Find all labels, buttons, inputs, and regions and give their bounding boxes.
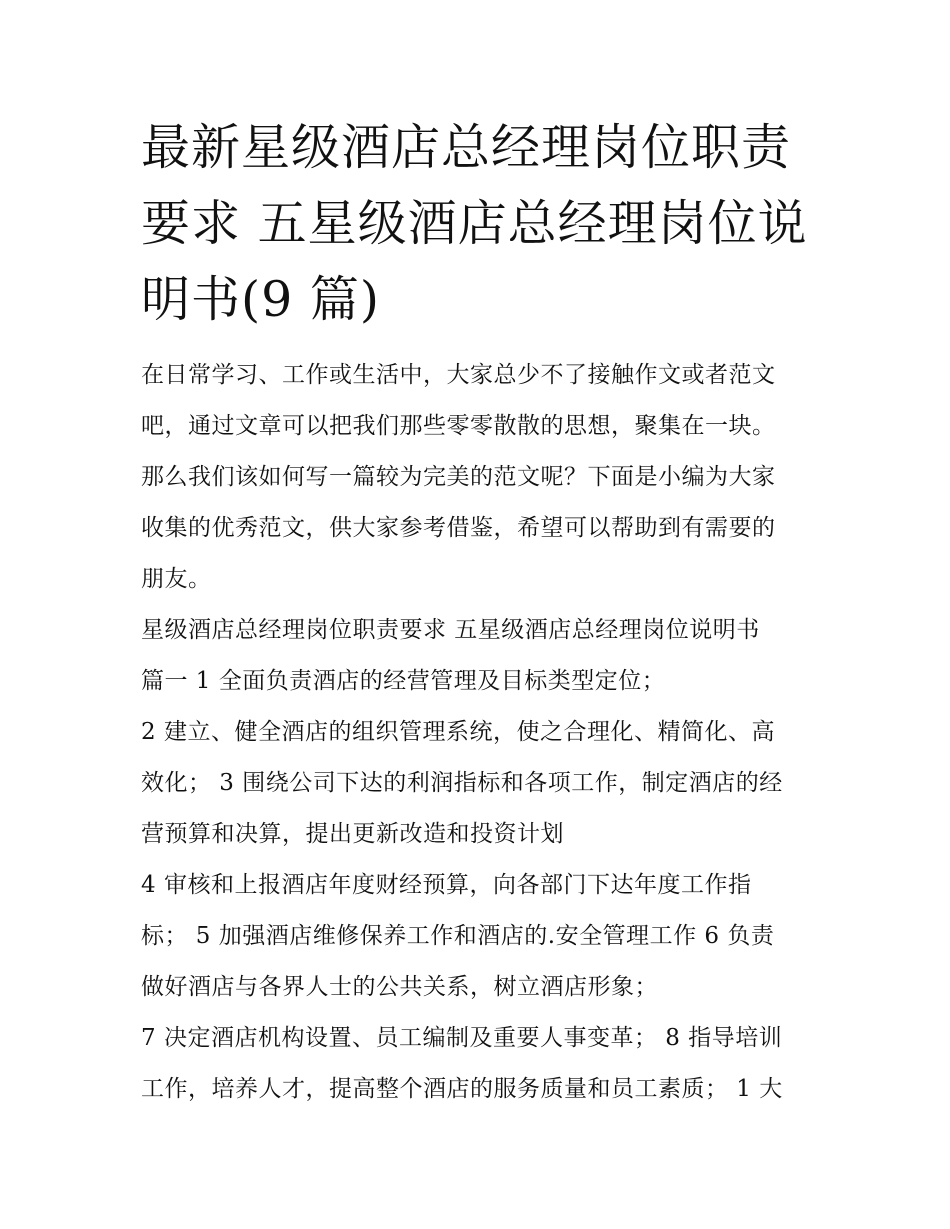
body-paragraph-2: 2 建立、健全酒店的组织管理系统，使之合理化、精简化、高 效化； 3 围绕公司下达的利润指标和各项工作，制定酒店的经 营预算和决算，提出更新改造和投资计划 [141,719,783,847]
document-title: 最新星级酒店总经理岗位职责 要求 五星级酒店总经理岗位说 明书(9 篇) [141,119,808,328]
document-page [141,110,831,1115]
body-paragraph-3: 4 审核和上报酒店年度财经预算，向各部门下达年度工作指 标； 5 加强酒店维修保养工作和酒店的.安全管理工作 6 负责 做好酒店与各界人士的公共关系，树立酒店形象； [141,872,775,1000]
body-paragraph-1: 星级酒店总经理岗位职责要求 五星级酒店总经理岗位说明书 篇一 1 全面负责酒店的经营管理及目标类型定位； [141,617,760,694]
intro-paragraph: 在日常学习、工作或生活中，大家总少不了接触作文或者范文 吧，通过文章可以把我们那些零零散散的思想，聚集在一块。 那么我们该如何写一篇较为完美的范文呢？下面是小编为大家 收集的优秀范文，供大家参考借鉴，希望可以帮助到有需要的 朋友。 [141,362,776,592]
body-paragraph-4: 7 决定酒店机构设置、员工编制及重要人事变革； 8 指导培训 工作，培养人才，提高整个酒店的服务质量和员工素质； 1 大 [141,1025,783,1102]
